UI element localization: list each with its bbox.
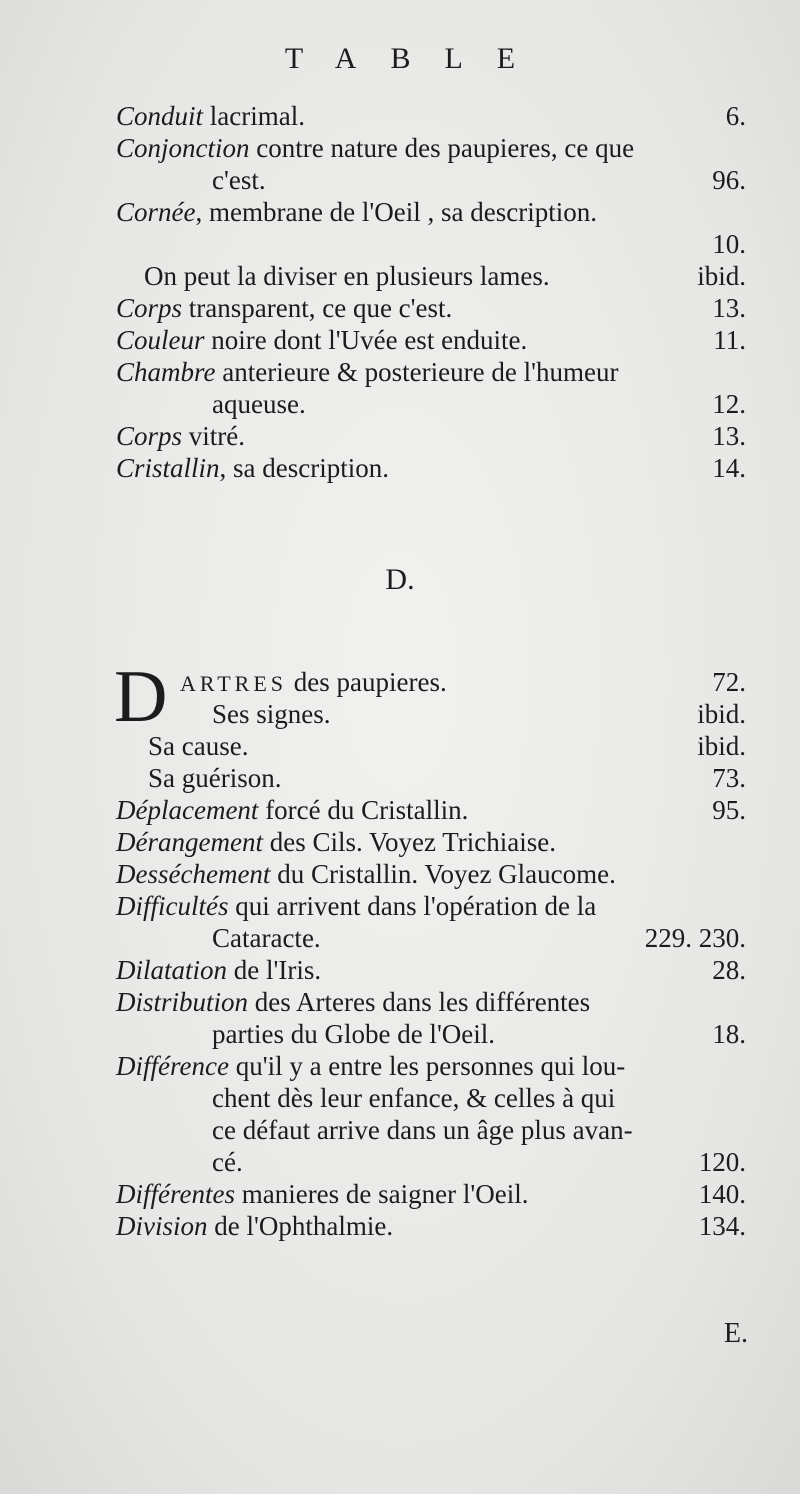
entry-text: manieres de saigner l'Oeil. [234, 1179, 529, 1209]
list-item [116, 324, 746, 356]
list-item [116, 954, 746, 986]
list-item [116, 1018, 746, 1050]
entry-page: 6. [725, 101, 746, 131]
list-item [116, 1146, 746, 1178]
entry-page: 120. [698, 1147, 746, 1177]
entry-text: de l'Iris. [227, 955, 322, 985]
page-header: TABLE [284, 42, 550, 75]
entry-keyword: Cristallin [116, 453, 220, 483]
entry-text: On peut la diviser en plusieurs lames. [144, 261, 550, 291]
entry-text: qui arrivent dans l'opération de la [228, 891, 597, 921]
entry-text: ce défaut arrive dans un âge plus avan- [212, 1115, 633, 1145]
entry-text: parties du Globe de l'Oeil. [212, 1019, 496, 1049]
list-item [116, 858, 746, 890]
list-item [116, 228, 746, 260]
entry-keyword: Desséchement [116, 859, 271, 889]
list-item [116, 452, 746, 484]
entry-keyword: Dérangement [116, 827, 263, 857]
entry-keyword: Déplacement [116, 795, 259, 825]
entry-text: chent dès leur enfance, & celles à qui [212, 1083, 616, 1113]
list-item [116, 1082, 746, 1114]
list-item [116, 292, 746, 324]
entry-text: Sa cause. [148, 731, 249, 761]
entry-page: 11. [713, 325, 746, 355]
entry-keyword: Difficultés [116, 891, 229, 921]
entry-page: 72. [712, 667, 746, 697]
entry-text: c'est. [212, 165, 266, 195]
list-item [116, 356, 746, 388]
entry-page: 13. [712, 293, 746, 323]
entry-page: 95. [712, 795, 746, 825]
entry-text: cé. [212, 1147, 243, 1177]
list-item [116, 100, 746, 132]
entry-text: anterieure & posterieure de l'humeur [215, 357, 619, 387]
list-item [116, 1210, 746, 1242]
list-item [116, 260, 746, 292]
entry-keyword: Dilatation [116, 955, 228, 985]
entry-text: vitré. [182, 421, 246, 451]
entry-text: des Cils. Voyez Trichiaise. [262, 827, 556, 857]
list-item [116, 132, 746, 164]
entry-page: ibid. [697, 731, 746, 761]
entry-page: ibid. [697, 699, 746, 729]
list-item [116, 826, 746, 858]
entry-page: 96. [712, 165, 746, 195]
entry-page: 10. [712, 229, 746, 259]
entry-keyword: Différentes [116, 1179, 235, 1209]
list-item [116, 164, 746, 196]
entry-text: contre nature des paupieres, ce que [249, 133, 635, 163]
entry-keyword: Couleur [116, 325, 205, 355]
list-item [116, 730, 746, 762]
list-item [116, 420, 746, 452]
entry-text: forcé du Cristallin. [258, 795, 469, 825]
entry-page: 28. [712, 955, 746, 985]
list-item [116, 794, 746, 826]
entry-text: Sa guérison. [148, 763, 282, 793]
entry-text: lacrimal. [203, 101, 305, 131]
entry-text: des Arteres dans les différentes [248, 987, 591, 1017]
list-item [116, 922, 746, 954]
entry-keyword: Différence [116, 1051, 229, 1081]
list-item [116, 762, 746, 794]
entry-text: des paupieres. [287, 667, 447, 697]
list-item [116, 890, 746, 922]
list-item [116, 1178, 746, 1210]
entry-page: 13. [712, 421, 746, 451]
entry-text: noire dont l'Uvée est enduite. [204, 325, 528, 355]
entry-page: 18. [712, 1019, 746, 1049]
entry-text: , membrane de l'Oeil , sa description. [195, 197, 597, 227]
drop-cap: D [114, 656, 168, 738]
entry-page: ibid. [697, 261, 746, 291]
list-item [116, 196, 746, 228]
entry-keyword: Cornée [116, 197, 196, 227]
entry-text: de l'Ophthalmie. [207, 1211, 394, 1241]
entry-keyword: Division [116, 1211, 208, 1241]
entry-text: qu'il y a entre les personnes qui lou- [228, 1051, 626, 1081]
list-item [116, 1114, 746, 1146]
list-item [116, 698, 746, 730]
entry-page: 73. [712, 763, 746, 793]
entry-keyword: Distribution [116, 987, 249, 1017]
entry-keyword: Corps [116, 421, 183, 451]
entry-page: 14. [712, 453, 746, 483]
list-item [116, 388, 746, 420]
entry-keyword: Corps [116, 293, 183, 323]
list-item [116, 1050, 746, 1082]
entry-text: Cataracte. [212, 923, 321, 953]
entry-page: 140. [698, 1179, 746, 1209]
entries-d [116, 666, 746, 1242]
entry-smallcaps: ARTRES [180, 671, 288, 696]
entry-keyword: Chambre [116, 357, 216, 387]
section-letter: D. [385, 563, 415, 596]
entry-text: transparent, ce que c'est. [182, 293, 453, 323]
entry-text: aqueuse. [212, 389, 306, 419]
entry-text: du Cristallin. Voyez Glaucome. [270, 859, 616, 889]
entry-text: , sa description. [219, 453, 389, 483]
entry-page: 229. 230. [644, 923, 746, 953]
list-item [116, 986, 746, 1018]
entries-c [116, 100, 746, 484]
entry-keyword: Conduit [116, 101, 204, 131]
entry-text: Ses signes. [212, 699, 331, 729]
entry-page: 12. [712, 389, 746, 419]
entry-keyword: Conjonction [116, 133, 250, 163]
list-item [116, 666, 746, 698]
catchword: E. [723, 1318, 748, 1349]
entry-page: 134. [698, 1211, 746, 1241]
